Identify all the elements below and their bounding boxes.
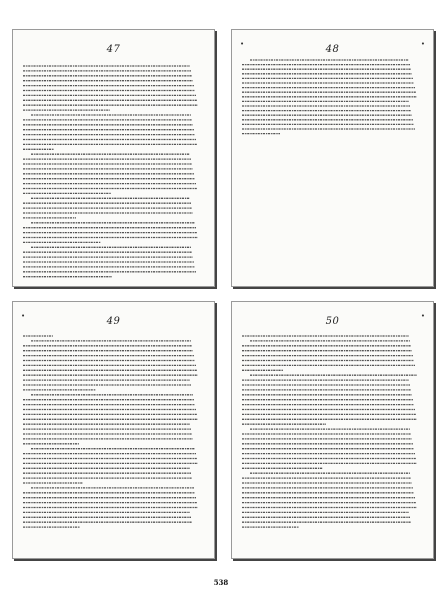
typed-text-block — [232, 30, 433, 286]
typed-text-block — [232, 302, 433, 558]
corner-mark: • — [420, 40, 425, 48]
page-50 — [231, 301, 434, 559]
page-number: 50 — [325, 316, 340, 327]
page-number: 48 — [325, 44, 340, 55]
page-49 — [12, 301, 215, 559]
corner-mark: • — [240, 40, 245, 48]
page-48 — [231, 29, 434, 287]
page-47 — [12, 29, 215, 287]
folio-number: 538 — [213, 578, 229, 587]
corner-mark: • — [420, 312, 425, 320]
corner-mark: • — [21, 312, 26, 320]
page-number: 49 — [106, 316, 121, 327]
page-number: 47 — [106, 44, 121, 55]
typed-text-block — [13, 302, 214, 558]
typed-text-block — [13, 30, 214, 286]
